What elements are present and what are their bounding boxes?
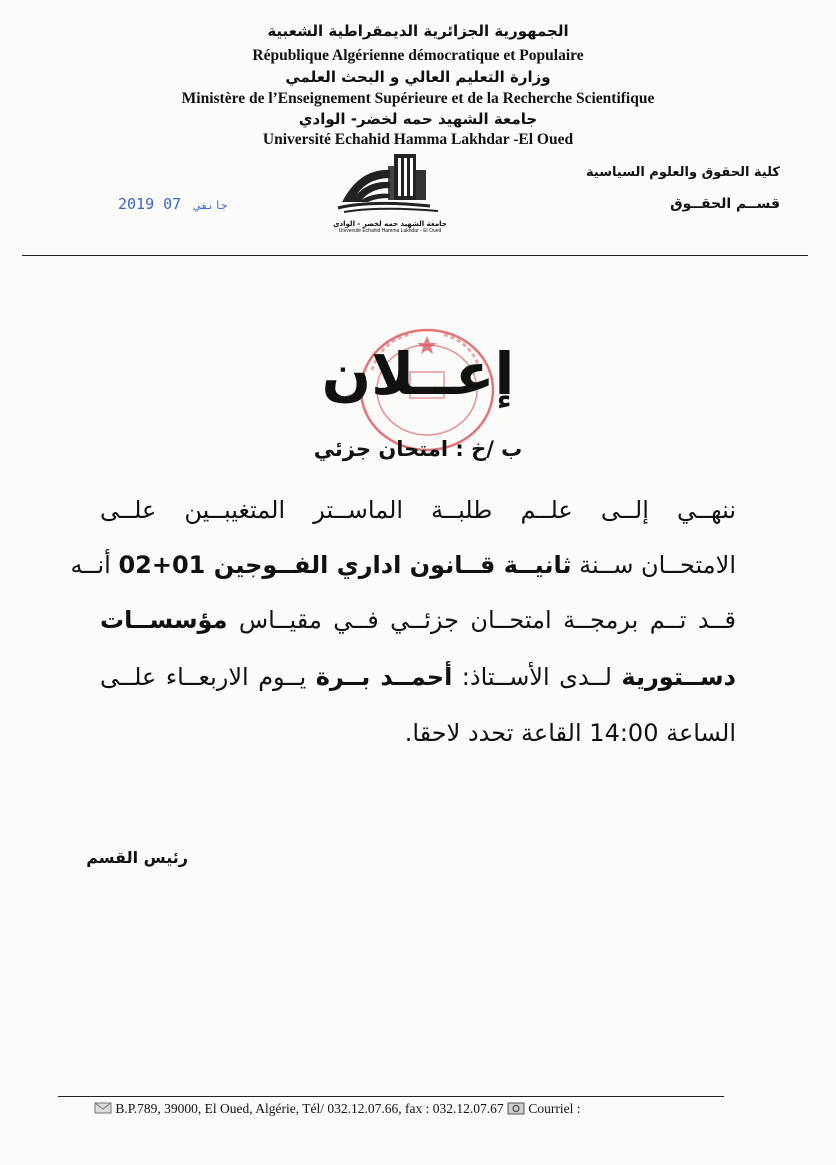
announcement-subject: ب /خ : امتحان جزئي xyxy=(313,437,523,461)
republic-arabic: الجمهورية الجزائرية الديمقراطية الشعبية xyxy=(267,22,569,40)
body-line xyxy=(100,713,736,753)
faculty-name: كلية الحقوق والعلوم السياسية xyxy=(586,165,780,180)
university-french: Université Echahid Hamma Lakhdar -El Oued xyxy=(262,131,574,148)
footer xyxy=(94,1101,580,1119)
body-line xyxy=(100,490,736,530)
body-line xyxy=(70,545,736,585)
mailbox-icon xyxy=(94,1102,112,1118)
date-month: جانفي xyxy=(194,199,228,212)
announcement-title: إعــلان xyxy=(321,340,515,408)
date-stamp xyxy=(118,195,231,213)
body-text: أنــه xyxy=(70,551,119,579)
ministry-french: Ministère de l’Enseignement Supérieure et de la Recherche Scientifique xyxy=(181,90,655,107)
body-text: الساعة 14:00 القاعة تحدد لاحقا. xyxy=(404,719,736,747)
university-logo xyxy=(330,148,450,238)
body-text: ننهــي إلــى علــم طلبــة الماســتر المتغيبــين علــى xyxy=(100,496,736,524)
ministry-arabic: وزارة التعليم العالي و البحث العلمي xyxy=(285,68,551,86)
republic-french: République Algérienne démocratique et Populaire xyxy=(252,47,584,64)
body-emphasis: دســتورية xyxy=(621,663,736,691)
footer-email-label: Courriel : xyxy=(528,1101,581,1117)
signature-department-head: رئيس القسم xyxy=(86,848,188,867)
body-line xyxy=(100,600,736,640)
body-emphasis: ثانيــة قــانون اداري الفــوجين 01+02 xyxy=(118,551,572,579)
body-emphasis: مؤسســات xyxy=(100,606,228,634)
logo-caption-french: Université Echahid Hamma Lakhdar - El Oued xyxy=(338,228,442,234)
header-divider xyxy=(22,255,808,256)
university-logo-icon xyxy=(330,148,450,216)
body-text: الامتحــان ســنة xyxy=(571,551,736,579)
body-text: لــدى الأســتاذ: xyxy=(452,663,622,691)
department-name: قســم الحقــوق xyxy=(670,196,780,212)
email-icon xyxy=(507,1101,525,1119)
body-line xyxy=(100,657,736,697)
date-year: 2019 xyxy=(118,195,155,213)
university-arabic: جامعة الشهيد حمه لخضر- الوادي xyxy=(298,110,538,128)
body-emphasis: أحمــد بــرة xyxy=(315,663,453,691)
footer-address: B.P.789, 39000, El Oued, Algérie, Tél/ 032.12.07.66, fax : 032.12.07.67 xyxy=(115,1101,504,1117)
body-text: يــوم الاربعــاء علــى xyxy=(100,663,316,691)
logo-caption-arabic: جامعة الشهيد حمه لخضر - الوادي xyxy=(333,220,447,228)
footer-divider xyxy=(58,1096,724,1097)
date-day: 07 xyxy=(163,195,182,213)
body-text: قــد تــم برمجــة امتحــان جزئــي فــي مقيــاس xyxy=(227,606,736,634)
